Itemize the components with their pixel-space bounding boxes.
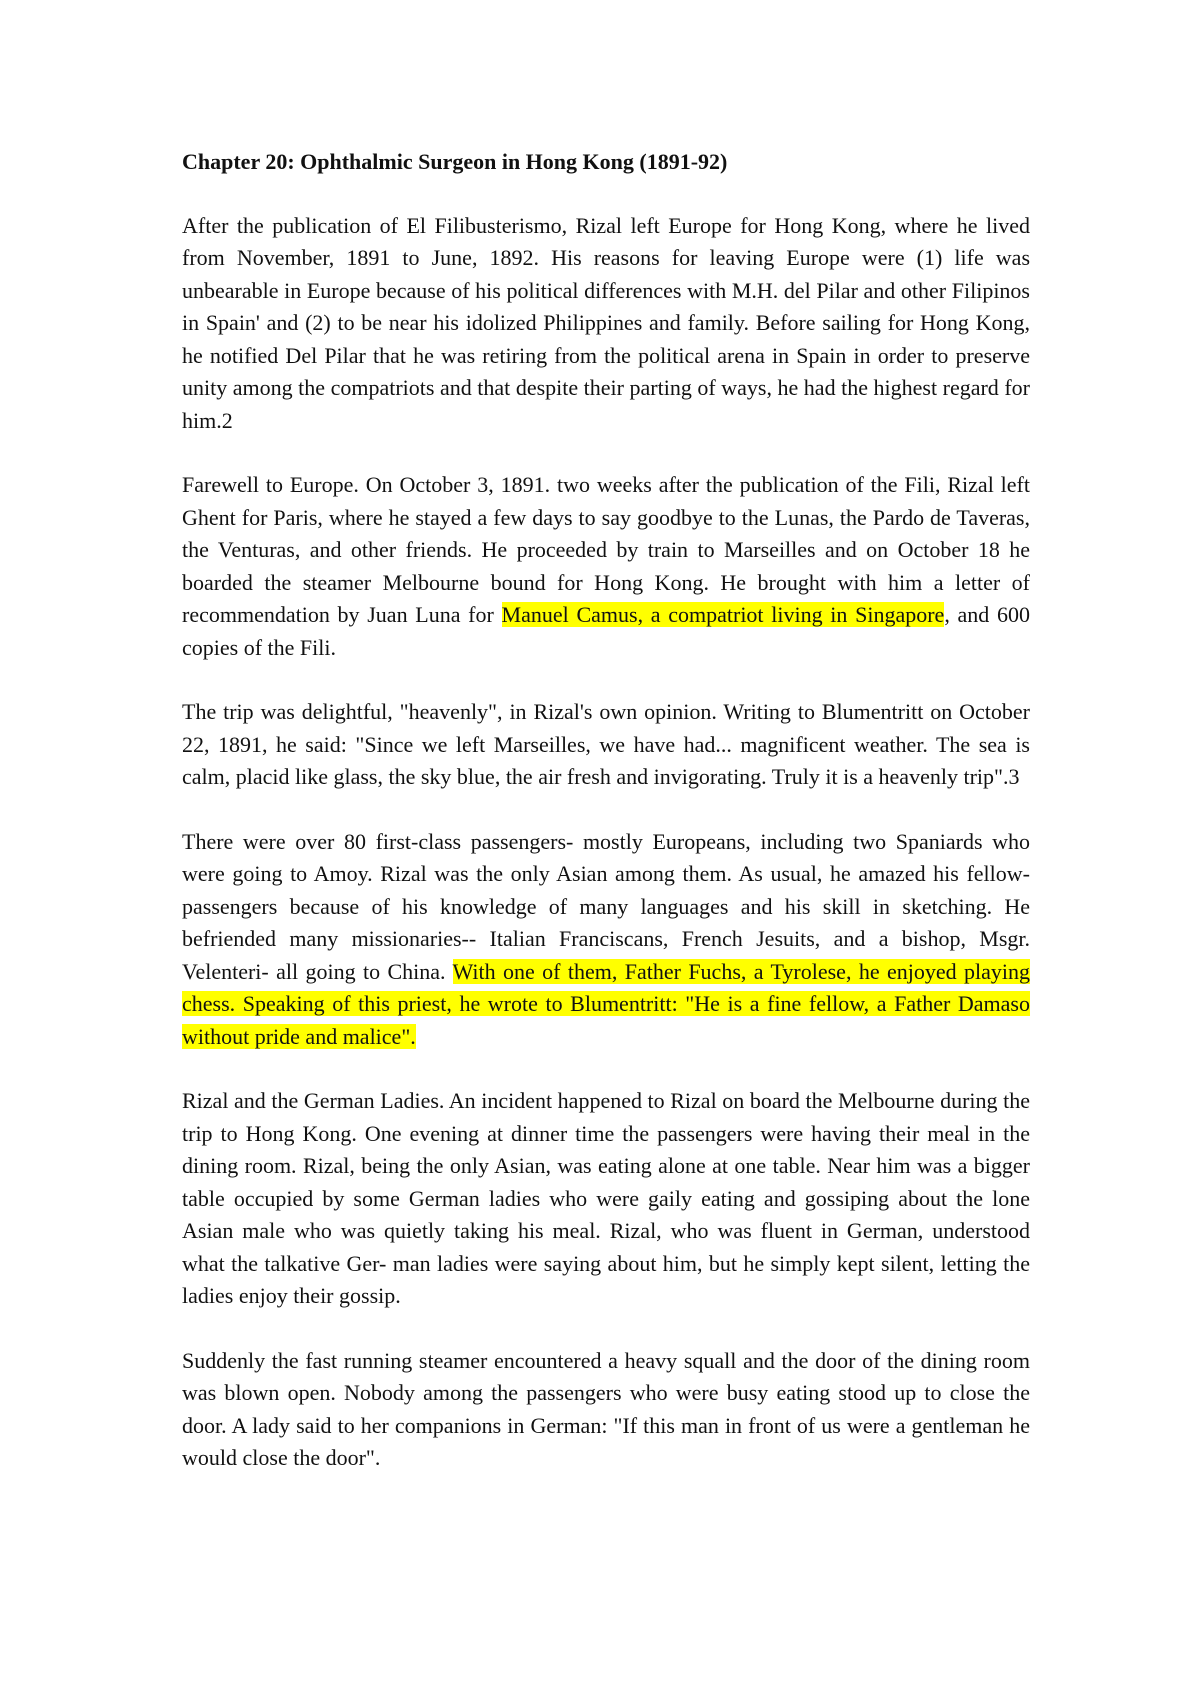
paragraph-passengers (182, 826, 1030, 1054)
paragraph-squall (182, 1345, 1030, 1475)
highlighted-text: With one of them, Father Fuchs, a Tyrolese, he enjoyed playing chess. Speaking of this priest, he wrote to Blumentritt: "He is a fine fellow, a Father Damaso without pride and malice". (182, 958, 1030, 1049)
paragraph-trip-delightful (182, 696, 1030, 794)
paragraph-intro (182, 210, 1030, 438)
paragraph-text: , and 600 copies of the Fili. (182, 602, 1031, 660)
highlighted-text: Manuel Camus, a compatriot living in Singapore (501, 602, 945, 627)
paragraph-text: Rizal and the German Ladies. An incident happened to Rizal on board the Melbourne during the trip to Hong Kong. One evening at dinner time the passengers were having their meal in the dining room. Rizal, being the only Asian, was eating alone at one table. Near him was a bigger table occupied by some German ladies who were gaily eating and gossiping about the lone Asian male who was quietly taking his meal. Rizal, who was fluent in German, understood what the talkative Ger- man ladies were saying about him, but he simply kept silent, letting the ladies enjoy their gossip. (182, 1088, 1030, 1308)
paragraph-text: The trip was delightful, "heavenly", in Rizal's own opinion. Writing to Blumentritt on October 22, 1891, he said: "Since we left Marseilles, we have had... magnificent weather. The sea is calm, placid like glass, the sky blue, the air fresh and invigorating. Truly it is a heavenly trip".3 (182, 699, 1030, 789)
paragraph-german-ladies (182, 1085, 1030, 1313)
paragraph-farewell-to-europe (182, 469, 1030, 664)
paragraph-text: There were over 80 first-class passengers- mostly Europeans, including two Spaniards who were going to Amoy. Rizal was the only Asian among them. As usual, he amazed his fellow-passengers because of his knowledge of many languages and his skill in sketching. He befriended many missionaries-- Italian Franciscans, French Jesuits, and a bishop, Msgr. Velenteri- all going to China. (182, 828, 1030, 984)
chapter-title: Chapter 20: Ophthalmic Surgeon in Hong Kong (1891-92) (182, 149, 728, 174)
document-body (182, 146, 1030, 1507)
paragraph-text: After the publication of El Filibusterismo, Rizal left Europe for Hong Kong, where he lived from November, 1891 to June, 1892. His reasons for leaving Europe were (1) life was unbearable in Europe because of his political differences with M.H. del Pilar and other Filipinos in Spain' and (2) to be near his idolized Philippines and family. Before sailing for Hong Kong, he notified Del Pilar that he was retiring from the political arena in Spain in order to preserve unity among the compatriots and that despite their parting of ways, he had the highest regard for him.2 (182, 212, 1030, 433)
paragraph-text: Suddenly the fast running steamer encountered a heavy squall and the door of the dining room was blown open. Nobody among the passengers who were busy eating stood up to close the door. A lady said to her companions in German: "If this man in front of us were a gentleman he would close the door". (182, 1347, 1030, 1470)
paragraph-text: Farewell to Europe. On October 3, 1891. two weeks after the publication of the Fili, Rizal left Ghent for Paris, where he stayed a few days to say goodbye to the Lunas, the Pardo de Taveras, the Venturas, and other friends. He proceeded by train to Marseilles and on October 18 he boarded the steamer Melbourne bound for Hong Kong. He brought with him a letter of recommendation by Juan Luna for (182, 472, 1030, 627)
